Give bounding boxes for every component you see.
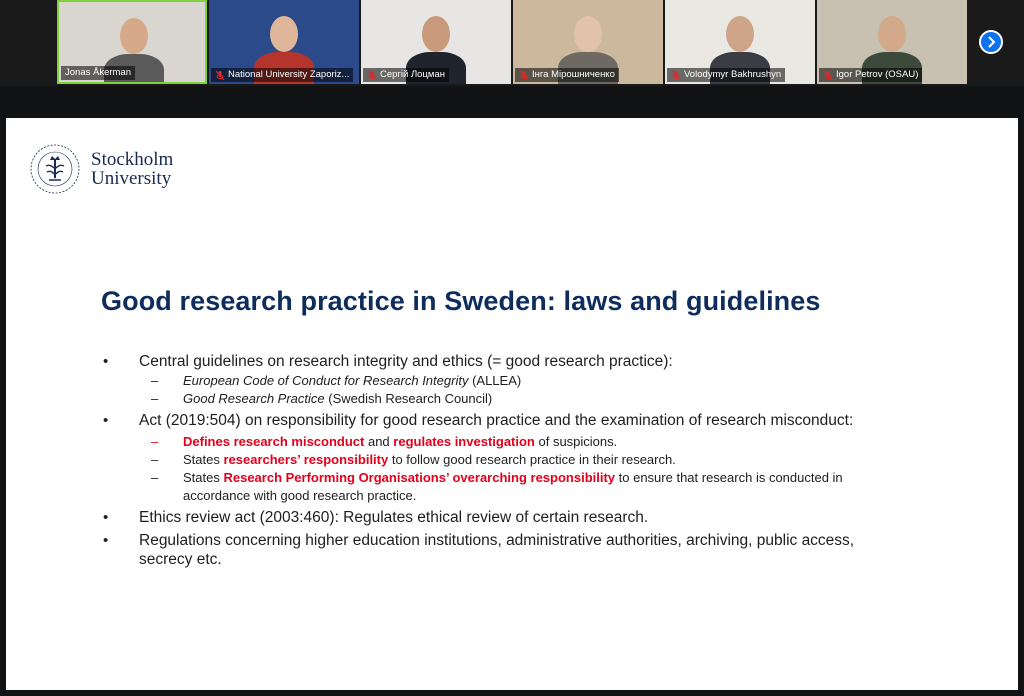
highlight-text: researchers’ responsibility <box>223 452 389 467</box>
sub-bullet-item <box>139 372 861 390</box>
participant-name: Інга Мірошниченко <box>532 69 615 80</box>
logo-wordmark <box>91 150 173 188</box>
next-participants-button[interactable] <box>979 30 1003 54</box>
sub-bullet-dash: – <box>151 452 159 467</box>
participant-tile-1[interactable] <box>57 0 207 84</box>
bullet-text: Central guidelines on research integrity and ethics (= good research practice): <box>139 353 673 370</box>
bullet-text: Ethics review act (2003:460): Regulates ethical review of certain research. <box>139 509 649 526</box>
participant-nameplate <box>363 68 449 82</box>
participant-nameplate <box>211 68 353 82</box>
participant-nameplate <box>819 68 922 82</box>
bullet-dot: • <box>103 412 109 429</box>
slide-bullet-list <box>101 352 861 570</box>
participant-video-head <box>270 16 298 52</box>
sub-bullet-dash: – <box>151 391 159 406</box>
bullet-text: Act (2019:504) on responsibility for good research practice and the examination of research misconduct: <box>139 412 854 429</box>
highlight-text: Defines research misconduct <box>183 434 365 449</box>
participant-name: Volodymyr Bakhrushyn <box>684 69 782 80</box>
participant-name: Igor Petrov (OSAU) <box>836 69 919 80</box>
participant-video-head <box>878 16 906 52</box>
participant-strip <box>0 0 1024 86</box>
sub-bullet-text: States <box>183 470 224 485</box>
sub-bullet-item <box>139 433 861 451</box>
mic-muted-icon <box>671 70 681 81</box>
shared-screen-slide <box>6 118 1018 690</box>
sub-bullet-text: of suspicions. <box>534 434 618 449</box>
stockholm-university-logo <box>28 142 198 198</box>
participant-nameplate <box>667 68 785 82</box>
participant-name: Сергій Лоцман <box>380 69 445 80</box>
participant-tile-3[interactable] <box>361 0 511 84</box>
participant-video-head <box>574 16 602 52</box>
participant-tile-4[interactable] <box>513 0 663 84</box>
logo-line-2: University <box>91 168 172 189</box>
participant-video-head <box>726 16 754 52</box>
chevron-right-icon <box>986 36 996 48</box>
bullet-dot: • <box>103 532 109 549</box>
participant-nameplate <box>61 66 135 80</box>
logo-line-1: Stockholm <box>91 149 174 170</box>
bullet-dot: • <box>103 353 109 370</box>
sub-bullet-dash: – <box>151 434 159 449</box>
sub-bullet-dash: – <box>151 373 159 388</box>
mic-muted-icon <box>367 70 377 81</box>
mic-muted-icon <box>823 70 833 81</box>
sub-bullet-text: to follow good research practice in their research. <box>388 452 676 467</box>
sub-bullet-text: to ensure that research is conducted in accordance with good research practice. <box>183 470 843 503</box>
participant-tile-6[interactable] <box>817 0 967 84</box>
bullet-item <box>101 508 861 527</box>
participant-video-head <box>422 16 450 52</box>
sub-bullet-item <box>139 469 861 505</box>
highlight-text: Research Performing Organisations’ overarching responsibility <box>223 470 616 485</box>
bullet-text: Regulations concerning higher education institutions, administrative authorities, archiving, public access, secrecy etc. <box>139 532 855 568</box>
participant-video-head <box>120 18 148 54</box>
sub-bullet-item <box>139 390 861 408</box>
participant-name: Jonas Åkerman <box>65 67 132 78</box>
bullet-item <box>101 411 861 430</box>
bullet-item <box>101 531 861 569</box>
mic-muted-icon <box>519 70 529 81</box>
stockholm-university-crown-logo <box>28 142 82 196</box>
participant-tile-5[interactable] <box>665 0 815 84</box>
sub-bullet-text: States <box>183 452 224 467</box>
bullet-item <box>101 352 861 371</box>
participant-tile-2[interactable] <box>209 0 359 84</box>
sub-bullet-italic: European Code of Conduct for Research Integrity <box>183 373 469 388</box>
mic-muted-icon <box>215 70 225 81</box>
participant-name: National University Zaporiz... <box>228 69 350 80</box>
sub-bullet-text: (Swedish Research Council) <box>324 391 493 406</box>
sub-bullet-italic: Good Research Practice <box>183 391 325 406</box>
bullet-dot: • <box>103 509 109 526</box>
highlight-text: regulates investigation <box>393 434 535 449</box>
sub-bullet-dash: – <box>151 470 159 485</box>
sub-bullet-item <box>139 451 861 469</box>
slide-title: Good research practice in Sweden: laws and guidelines <box>101 286 821 316</box>
sub-bullet-text: and <box>364 434 394 449</box>
sub-bullet-text: (ALLEA) <box>468 373 522 388</box>
participant-nameplate <box>515 68 619 82</box>
